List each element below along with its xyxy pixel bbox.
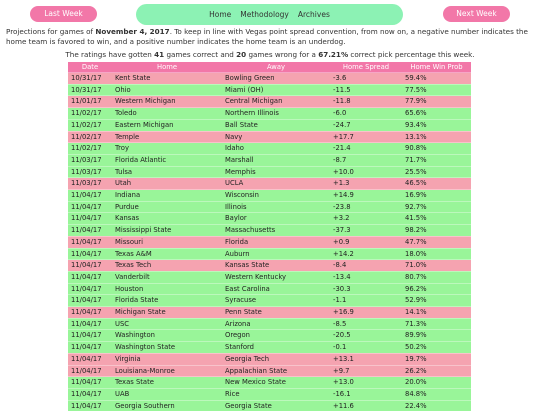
cell-home-win-prob: 89.9% (402, 330, 471, 342)
table-row (68, 178, 471, 190)
cell-home-spread: -8.4 (330, 260, 402, 272)
cell-home-win-prob: 71.7% (402, 154, 471, 166)
table-row (68, 84, 471, 96)
cell-home-team: Houston (112, 283, 222, 295)
cell-date: 11/03/17 (68, 178, 112, 190)
cell-home-spread: -6.0 (330, 108, 402, 120)
table-row (68, 295, 471, 307)
cell-home-spread: +9.7 (330, 365, 402, 377)
cell-date: 11/04/17 (68, 388, 112, 400)
cell-home-win-prob: 65.6% (402, 108, 471, 120)
cell-home-win-prob: 41.5% (402, 213, 471, 225)
cell-home-win-prob: 93.4% (402, 119, 471, 131)
cell-home-team: Washington (112, 330, 222, 342)
cell-home-team: Indiana (112, 190, 222, 202)
cell-home-spread: +11.6 (330, 400, 402, 411)
cell-home-spread: -23.8 (330, 201, 402, 213)
table-row (68, 213, 471, 225)
cell-home-spread: +1.3 (330, 178, 402, 190)
cell-away-team: Wisconsin (222, 190, 330, 202)
table-row (68, 96, 471, 108)
cell-away-team: Arizona (222, 318, 330, 330)
cell-home-win-prob: 71.3% (402, 318, 471, 330)
cell-away-team: Idaho (222, 143, 330, 155)
cell-home-win-prob: 50.2% (402, 342, 471, 354)
cell-home-win-prob: 26.2% (402, 365, 471, 377)
next-week-button[interactable]: Next Week (443, 6, 510, 22)
cell-date: 11/04/17 (68, 213, 112, 225)
cell-date: 11/03/17 (68, 154, 112, 166)
header-home-win-prob: Home Win Prob (402, 62, 471, 73)
summary-part-2: games correct and (164, 50, 236, 59)
cell-home-win-prob: 47.7% (402, 236, 471, 248)
summary-part-3: games wrong for a (246, 50, 318, 59)
table-row (68, 342, 471, 354)
table-row (68, 330, 471, 342)
cell-home-win-prob: 13.1% (402, 131, 471, 143)
cell-date: 11/04/17 (68, 400, 112, 411)
cell-home-win-prob: 98.2% (402, 225, 471, 237)
table-row (68, 260, 471, 272)
cell-away-team: UCLA (222, 178, 330, 190)
cell-date: 11/03/17 (68, 166, 112, 178)
cell-home-win-prob: 90.8% (402, 143, 471, 155)
table-row (68, 119, 471, 131)
cell-home-spread: +14.2 (330, 248, 402, 260)
cell-home-spread: +13.0 (330, 377, 402, 389)
table-row (68, 318, 471, 330)
pick-percentage: 67.21% (318, 50, 348, 59)
cell-home-team: Louisiana-Monroe (112, 365, 222, 377)
cell-away-team: Ball State (222, 119, 330, 131)
cell-home-win-prob: 22.4% (402, 400, 471, 411)
cell-date: 11/02/17 (68, 119, 112, 131)
cell-home-team: Texas Tech (112, 260, 222, 272)
cell-home-win-prob: 16.9% (402, 190, 471, 202)
cell-home-spread: -16.1 (330, 388, 402, 400)
cell-home-team: Temple (112, 131, 222, 143)
cell-away-team: Massachusetts (222, 225, 330, 237)
nav-link-methodology[interactable]: Methodology (240, 10, 289, 19)
cell-home-team: Eastern Michigan (112, 119, 222, 131)
cell-home-win-prob: 14.1% (402, 307, 471, 319)
table-row (68, 388, 471, 400)
table-row (68, 377, 471, 389)
cell-away-team: Marshall (222, 154, 330, 166)
top-nav-bar (0, 3, 540, 25)
cell-away-team: Central Michigan (222, 96, 330, 108)
cell-home-team: Ohio (112, 84, 222, 96)
cell-home-win-prob: 77.5% (402, 84, 471, 96)
cell-date: 11/04/17 (68, 283, 112, 295)
cell-home-team: USC (112, 318, 222, 330)
table-row (68, 236, 471, 248)
cell-home-team: Utah (112, 178, 222, 190)
cell-away-team: Syracuse (222, 295, 330, 307)
cell-home-team: Georgia Southern (112, 400, 222, 411)
cell-away-team: Oregon (222, 330, 330, 342)
last-week-button[interactable]: Last Week (30, 6, 97, 22)
cell-home-team: Western Michigan (112, 96, 222, 108)
table-row (68, 400, 471, 411)
table-row (68, 190, 471, 202)
cell-home-team: Troy (112, 143, 222, 155)
cell-home-win-prob: 77.9% (402, 96, 471, 108)
cell-home-team: Washington State (112, 342, 222, 354)
cell-home-spread: +16.9 (330, 307, 402, 319)
cell-home-team: UAB (112, 388, 222, 400)
projections-table (68, 62, 471, 411)
wrong-count: 20 (236, 50, 246, 59)
cell-date: 11/04/17 (68, 271, 112, 283)
table-row (68, 108, 471, 120)
cell-home-team: Michigan State (112, 307, 222, 319)
cell-home-win-prob: 84.8% (402, 388, 471, 400)
cell-home-spread: +10.0 (330, 166, 402, 178)
cell-home-team: Kansas (112, 213, 222, 225)
cell-away-team: Western Kentucky (222, 271, 330, 283)
cell-away-team: Kansas State (222, 260, 330, 272)
cell-away-team: Georgia State (222, 400, 330, 411)
table-row (68, 166, 471, 178)
cell-home-win-prob: 19.7% (402, 353, 471, 365)
nav-link-archives[interactable]: Archives (298, 10, 330, 19)
header-away: Away (222, 62, 330, 73)
cell-home-spread: -3.6 (330, 73, 402, 85)
cell-home-spread: -21.4 (330, 143, 402, 155)
table-body (68, 73, 471, 411)
cell-home-spread: +13.1 (330, 353, 402, 365)
cell-date: 11/04/17 (68, 353, 112, 365)
pick-summary (0, 50, 540, 59)
cell-date: 11/02/17 (68, 108, 112, 120)
cell-home-win-prob: 25.5% (402, 166, 471, 178)
cell-home-spread: -13.4 (330, 271, 402, 283)
intro-date: November 4, 2017 (95, 27, 169, 36)
header-date: Date (68, 62, 112, 73)
cell-away-team: Florida (222, 236, 330, 248)
cell-home-team: Texas A&M (112, 248, 222, 260)
table-row (68, 73, 471, 85)
cell-date: 11/04/17 (68, 377, 112, 389)
cell-home-team: Purdue (112, 201, 222, 213)
cell-away-team: Illinois (222, 201, 330, 213)
cell-away-team: Memphis (222, 166, 330, 178)
cell-home-team: Florida Atlantic (112, 154, 222, 166)
cell-away-team: New Mexico State (222, 377, 330, 389)
cell-home-win-prob: 96.2% (402, 283, 471, 295)
cell-away-team: Bowling Green (222, 73, 330, 85)
cell-away-team: Stanford (222, 342, 330, 354)
cell-home-win-prob: 59.4% (402, 73, 471, 85)
cell-home-team: Kent State (112, 73, 222, 85)
cell-date: 11/04/17 (68, 307, 112, 319)
cell-home-team: Florida State (112, 295, 222, 307)
cell-date: 11/01/17 (68, 96, 112, 108)
cell-away-team: Auburn (222, 248, 330, 260)
cell-home-team: Tulsa (112, 166, 222, 178)
cell-date: 11/04/17 (68, 236, 112, 248)
cell-date: 11/04/17 (68, 225, 112, 237)
table-header-row (68, 62, 471, 73)
cell-date: 11/02/17 (68, 143, 112, 155)
cell-away-team: Baylor (222, 213, 330, 225)
cell-home-win-prob: 20.0% (402, 377, 471, 389)
cell-away-team: Appalachian State (222, 365, 330, 377)
cell-home-spread: +3.2 (330, 213, 402, 225)
main-nav (136, 4, 403, 25)
cell-away-team: Penn State (222, 307, 330, 319)
nav-link-home[interactable]: Home (209, 10, 231, 19)
cell-home-spread: +17.7 (330, 131, 402, 143)
cell-away-team: Miami (OH) (222, 84, 330, 96)
cell-home-team: Virginia (112, 353, 222, 365)
table-row (68, 353, 471, 365)
cell-home-spread: -20.5 (330, 330, 402, 342)
cell-away-team: Northern Illinois (222, 108, 330, 120)
header-home: Home (112, 62, 222, 73)
correct-count: 41 (154, 50, 164, 59)
cell-home-spread: -24.7 (330, 119, 402, 131)
intro-text (6, 27, 536, 46)
header-home-spread: Home Spread (330, 62, 402, 73)
cell-home-win-prob: 80.7% (402, 271, 471, 283)
cell-date: 11/04/17 (68, 330, 112, 342)
cell-date: 11/04/17 (68, 201, 112, 213)
table-row (68, 143, 471, 155)
cell-date: 11/04/17 (68, 318, 112, 330)
cell-home-spread: +0.9 (330, 236, 402, 248)
cell-away-team: Georgia Tech (222, 353, 330, 365)
cell-home-spread: -8.7 (330, 154, 402, 166)
cell-date: 11/04/17 (68, 342, 112, 354)
intro-part-1: Projections for games of (6, 27, 95, 36)
cell-date: 11/04/17 (68, 190, 112, 202)
table-row (68, 201, 471, 213)
cell-home-spread: -8.5 (330, 318, 402, 330)
cell-date: 10/31/17 (68, 84, 112, 96)
cell-away-team: Rice (222, 388, 330, 400)
cell-home-spread: -11.8 (330, 96, 402, 108)
cell-home-team: Missouri (112, 236, 222, 248)
summary-part-4: correct pick percentage this week. (348, 50, 474, 59)
cell-home-spread: -37.3 (330, 225, 402, 237)
cell-date: 11/04/17 (68, 295, 112, 307)
cell-home-spread: -1.1 (330, 295, 402, 307)
cell-home-win-prob: 52.9% (402, 295, 471, 307)
cell-date: 11/02/17 (68, 131, 112, 143)
cell-date: 11/04/17 (68, 365, 112, 377)
cell-away-team: East Carolina (222, 283, 330, 295)
cell-date: 11/04/17 (68, 260, 112, 272)
table-row (68, 131, 471, 143)
table-row (68, 365, 471, 377)
table-row (68, 271, 471, 283)
cell-away-team: Navy (222, 131, 330, 143)
cell-home-win-prob: 71.0% (402, 260, 471, 272)
cell-home-win-prob: 46.5% (402, 178, 471, 190)
table-row (68, 248, 471, 260)
intro-part-2: . To keep in line with Vegas point spread convention, from now on, a negative number indicates the home team is favored to win, and a positive number indicates the home team is an underdog. (6, 27, 528, 46)
cell-home-win-prob: 92.7% (402, 201, 471, 213)
cell-home-team: Mississippi State (112, 225, 222, 237)
cell-home-team: Vanderbilt (112, 271, 222, 283)
table-row (68, 307, 471, 319)
table-row (68, 154, 471, 166)
cell-home-team: Toledo (112, 108, 222, 120)
cell-date: 11/04/17 (68, 248, 112, 260)
cell-date: 10/31/17 (68, 73, 112, 85)
cell-home-spread: -30.3 (330, 283, 402, 295)
summary-part-1: The ratings have gotten (65, 50, 154, 59)
cell-home-win-prob: 18.0% (402, 248, 471, 260)
cell-home-spread: -11.5 (330, 84, 402, 96)
table-row (68, 225, 471, 237)
cell-home-team: Texas State (112, 377, 222, 389)
table-row (68, 283, 471, 295)
cell-home-spread: +14.9 (330, 190, 402, 202)
cell-home-spread: -0.1 (330, 342, 402, 354)
